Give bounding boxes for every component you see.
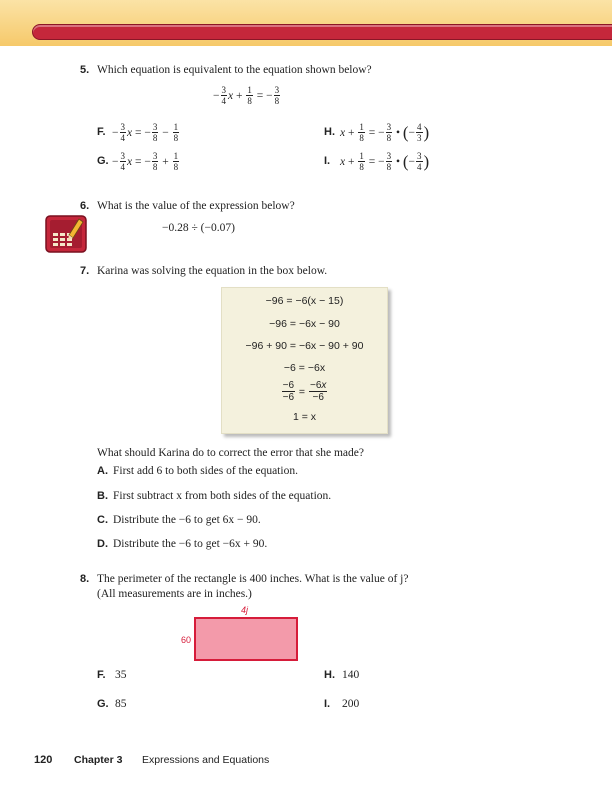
q8-option-g-letter: G. [97, 698, 109, 710]
q5-option-f-letter: F. [97, 126, 106, 138]
q7-work-box [221, 287, 388, 434]
q5-prompt: Which equation is equivalent to the equation shown below? [97, 64, 372, 76]
q5-option-h-letter: H. [324, 126, 335, 138]
q5-option-h[interactable]: x + $\frac{1}{8}$ = − $\frac{3}{8}$ • ( − $\frac{4}{3}$ ) [340, 122, 430, 143]
rect-side-label: 60 [181, 635, 192, 645]
q6-number: 6. [80, 200, 90, 212]
q5-option-g[interactable]: − $\frac{3}{4}$ x = − $\frac{3}{8}$ + $\frac{1}{8}$ [112, 151, 179, 172]
q5-option-g-letter: G. [97, 155, 109, 167]
q5-option-i[interactable]: x + $\frac{1}{8}$ = − $\frac{3}{8}$ • ( − $\frac{3}{4}$ ) [340, 151, 430, 172]
q5-number: 5. [80, 64, 90, 76]
calculator-pencil-icon [45, 215, 87, 253]
q7-question: What should Karina do to correct the error that she made? [97, 447, 364, 459]
footer-page-number: 120 [34, 754, 53, 766]
q7-option-c[interactable]: Distribute the −6 to get 6x − 90. [113, 514, 261, 526]
q8-option-h[interactable]: 140 [342, 669, 360, 681]
footer-chapter: Chapter 3 [74, 754, 123, 766]
q7-box-line-5: $\frac{-6}{-6}$ = $\frac{-6x}{-6}$ [282, 380, 327, 403]
q7-prompt: Karina was solving the equation in the box below. [97, 265, 328, 277]
q8-number: 8. [80, 573, 90, 585]
q7-option-b-letter: B. [97, 490, 108, 502]
q8-option-h-letter: H. [324, 669, 335, 681]
q7-box-line-6: 1 = x [292, 411, 317, 423]
q7-option-a[interactable]: First add 6 to both sides of the equation. [113, 465, 298, 477]
rect-top-label: 4j [241, 605, 249, 615]
q5-option-f[interactable]: − $\frac{3}{4}$ x = − $\frac{3}{8}$ − $\frac{1}{8}$ [112, 122, 179, 143]
q7-box-line-3: −96 + 90 = −6x − 90 + 90 [245, 340, 364, 352]
q8-prompt-line-2: (All measurements are in inches.) [97, 588, 252, 600]
q5-option-i-letter: I. [324, 155, 331, 167]
q7-option-b[interactable]: First subtract x from both sides of the equation. [113, 490, 332, 502]
q7-number: 7. [80, 265, 90, 277]
q7-box-line-1: −96 = −6(x − 15) [265, 295, 344, 307]
q8-option-i-letter: I. [324, 698, 331, 710]
footer-title: Expressions and Equations [142, 754, 270, 766]
q8-option-f-letter: F. [97, 669, 106, 681]
q8-option-g[interactable]: 85 [115, 698, 127, 710]
q8-option-f[interactable]: 35 [115, 669, 127, 681]
q8-option-i[interactable]: 200 [342, 698, 360, 710]
q7-box-line-4: −6 = −6x [283, 362, 326, 374]
q7-option-a-letter: A. [97, 465, 108, 477]
q7-option-d[interactable]: Distribute the −6 to get −6x + 90. [113, 538, 268, 550]
rectangle-figure [194, 617, 298, 661]
q7-option-c-letter: C. [97, 514, 108, 526]
q7-box-line-2: −96 = −6x − 90 [269, 318, 340, 330]
q6-prompt: What is the value of the expression below? [97, 200, 295, 212]
q5-equation: − $\frac{3}{4}$ x + $\frac{1}{8}$ = − $\frac{3}{8}$ [213, 85, 280, 106]
q6-expression: −0.28 ÷ (−0.07) [162, 222, 235, 234]
q7-option-d-letter: D. [97, 538, 108, 550]
q8-prompt-line-1: The perimeter of the rectangle is 400 inches. What is the value of j? [97, 573, 409, 585]
header-red-bar [32, 24, 612, 40]
